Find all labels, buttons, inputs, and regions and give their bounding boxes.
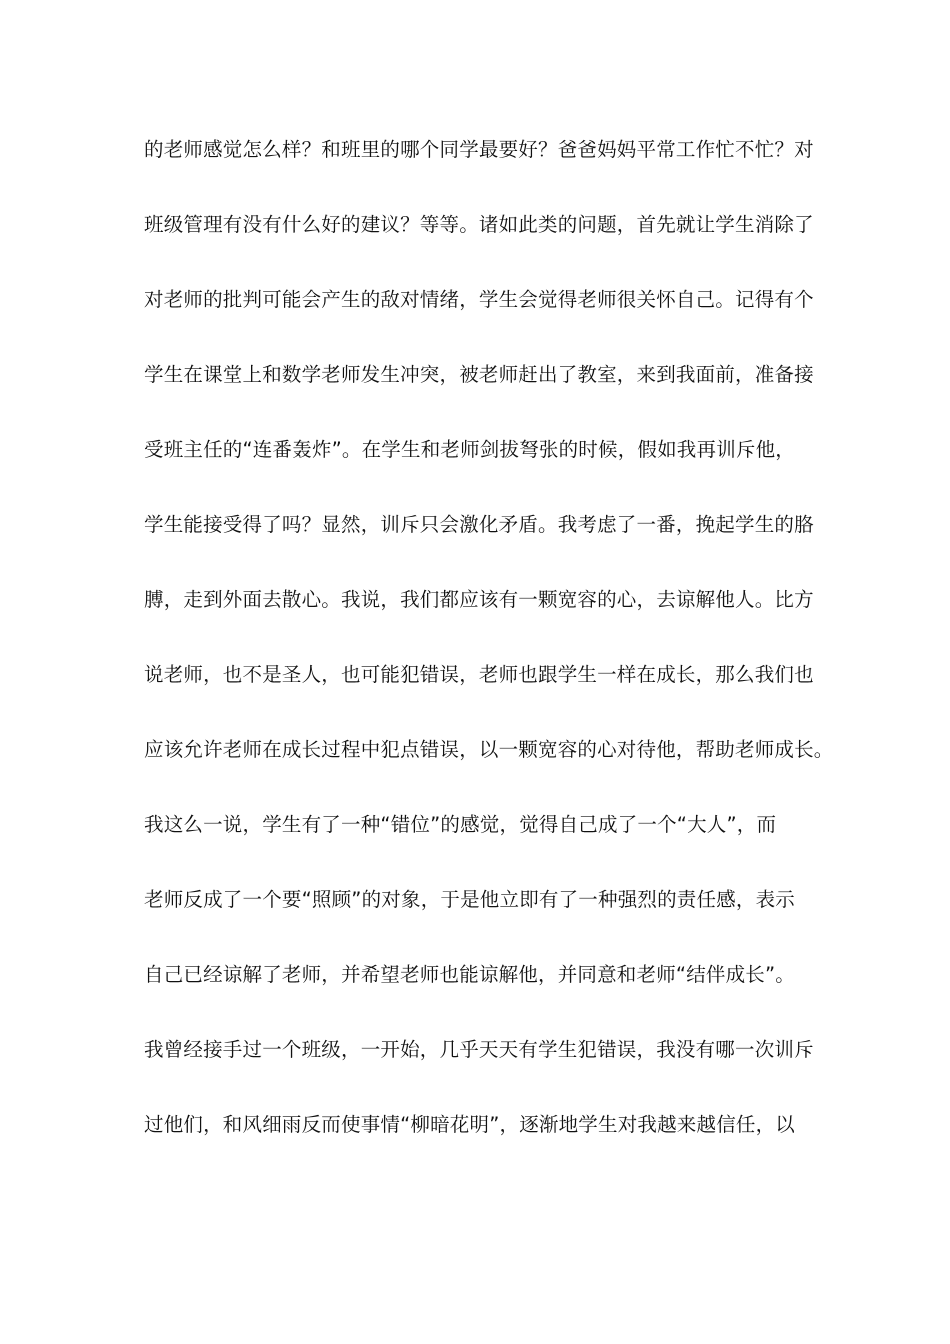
text-line: 班级管理有没有什么好的建议？等等。诸如此类的问题，首先就让学生消除了	[144, 213, 814, 236]
text-line: 受班主任的“连番轰炸”。在学生和老师剑拔弩张的时候，假如我再训斥他，	[144, 438, 796, 461]
text-line: 我曾经接手过一个班级，一开始，几乎天天有学生犯错误，我没有哪一次训斥	[144, 1038, 814, 1061]
text-line: 应该允许老师在成长过程中犯点错误，以一颗宽容的心对待他，帮助老师成长。	[144, 738, 834, 761]
text-line: 学生能接受得了吗？显然，训斥只会激化矛盾。我考虑了一番，挽起学生的胳	[144, 513, 814, 536]
text-line: 膊，走到外面去散心。我说，我们都应该有一颗宽容的心，去谅解他人。比方	[144, 588, 814, 611]
text-line: 过他们，和风细雨反而使事情“柳暗花明”，逐渐地学生对我越来越信任，以	[144, 1113, 796, 1136]
text-line: 学生在课堂上和数学老师发生冲突，被老师赶出了教室，来到我面前，准备接	[144, 363, 814, 386]
text-line: 自己已经谅解了老师，并希望老师也能谅解他，并同意和老师“结伴成长”。	[144, 963, 796, 986]
text-line: 对老师的批判可能会产生的敌对情绪，学生会觉得老师很关怀自己。记得有个	[144, 288, 814, 311]
text-line: 我这么一说，学生有了一种“错位”的感觉，觉得自己成了一个“大人”，而	[144, 813, 777, 836]
text-line: 说老师，也不是圣人，也可能犯错误，老师也跟学生一样在成长，那么我们也	[144, 663, 814, 686]
body-text	[144, 131, 834, 1181]
text-line: 的老师感觉怎么样？和班里的哪个同学最要好？爸爸妈妈平常工作忙不忙？对	[144, 138, 814, 161]
text-line: 老师反成了一个要“照顾”的对象，于是他立即有了一种强烈的责任感，表示	[144, 888, 796, 911]
